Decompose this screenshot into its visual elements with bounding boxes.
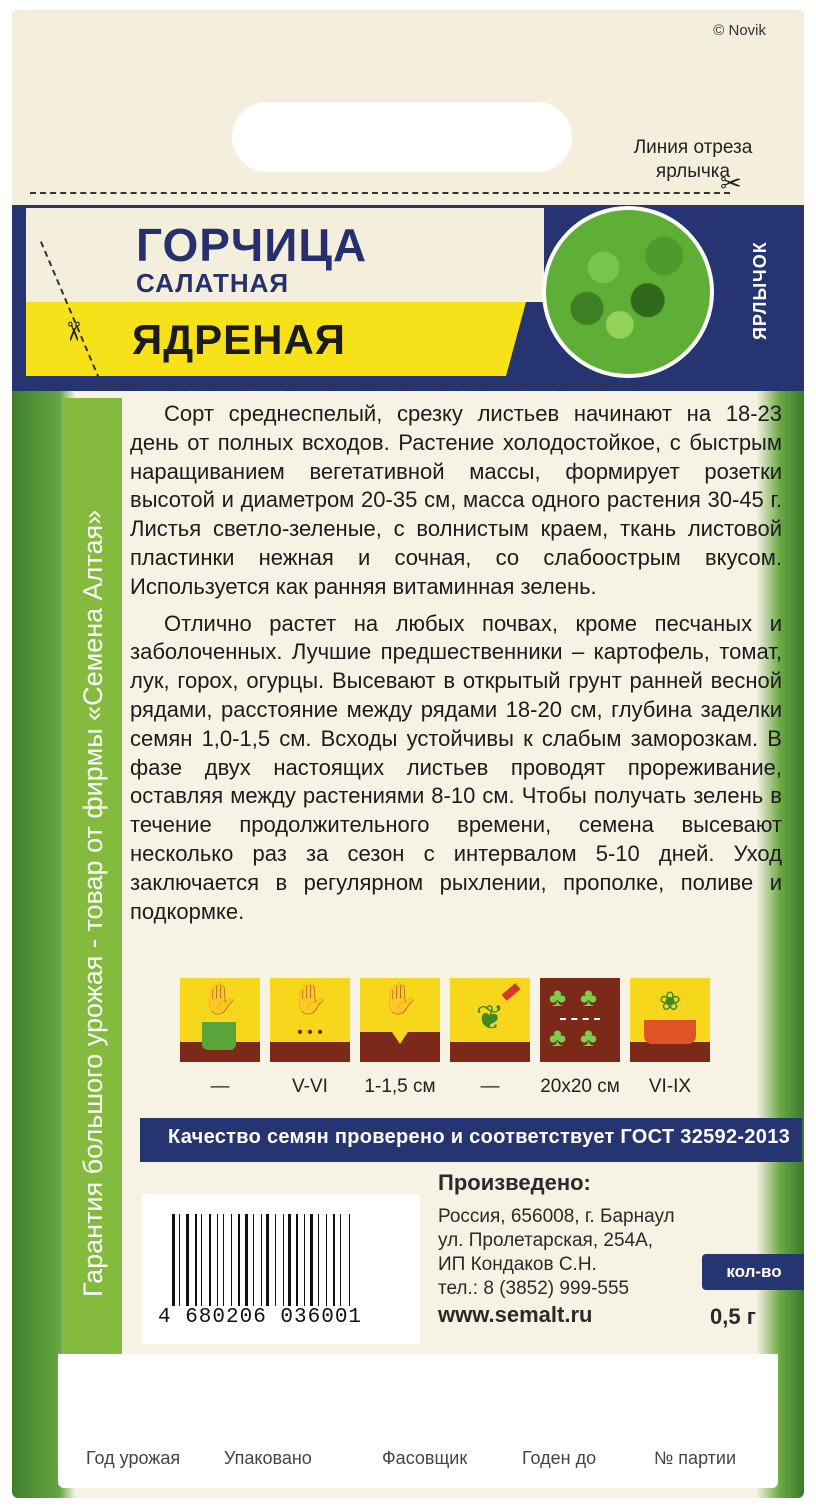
barcode-bar xyxy=(205,1214,208,1306)
icon-caption: — xyxy=(480,1076,500,1097)
field-packer: Фасовщик xyxy=(382,1448,468,1468)
barcode-bar xyxy=(272,1214,274,1306)
barcode-bar xyxy=(227,1214,230,1306)
barcode-bar xyxy=(234,1214,235,1306)
mustard-photo xyxy=(542,206,714,378)
barcode-bar xyxy=(283,1214,284,1306)
copyright: © Novik xyxy=(713,22,766,39)
barcode-bar xyxy=(261,1214,262,1306)
barcode-bar xyxy=(285,1214,286,1306)
harvest-basket-icon: ❀ xyxy=(630,978,710,1062)
producer-line: Россия, 656008, г. Барнаул xyxy=(438,1206,675,1227)
barcode-bar xyxy=(253,1214,254,1306)
tab-label: ЯРЛЫЧОК xyxy=(750,241,770,340)
barcode-bar xyxy=(266,1214,269,1306)
barcode-bar xyxy=(172,1214,175,1306)
barcode-bar xyxy=(195,1214,197,1306)
icon-caption: 1-1,5 см xyxy=(364,1076,436,1097)
producer-line: тел.: 8 (3852) 999-555 xyxy=(438,1278,630,1299)
producer-line: ул. Пролетарская, 254А, xyxy=(438,1230,654,1251)
icon-caption: — xyxy=(210,1076,230,1097)
producer-title: Произведено: xyxy=(438,1170,591,1195)
barcode-bar xyxy=(186,1214,189,1306)
barcode-bar xyxy=(278,1214,280,1306)
field-batch-number: № партии xyxy=(654,1448,737,1468)
barcode-bar xyxy=(219,1214,221,1306)
cut-line-label: Линия отреза ярлычка xyxy=(633,137,753,182)
barcode-bar xyxy=(321,1214,323,1306)
quantity-label: кол-во xyxy=(702,1254,804,1290)
field-best-before: Годен до xyxy=(522,1448,597,1468)
description xyxy=(130,400,782,926)
barcode-bar xyxy=(351,1214,353,1306)
barcode-bar xyxy=(340,1214,341,1306)
hang-hole xyxy=(232,102,572,172)
barcode-bar xyxy=(179,1214,180,1306)
barcode-bar xyxy=(296,1214,298,1306)
barcode-bar xyxy=(333,1214,335,1306)
barcode-bar xyxy=(213,1214,214,1306)
barcode-bar xyxy=(349,1214,350,1306)
cut-line-bottom xyxy=(108,384,638,386)
barcode-bar xyxy=(241,1214,243,1306)
barcode-bar xyxy=(251,1214,252,1306)
field-harvest-year: Год урожая xyxy=(86,1448,181,1468)
barcode-bar xyxy=(201,1214,202,1306)
producer-line: ИП Кондаков С.Н. xyxy=(438,1254,597,1275)
barcode-bar xyxy=(217,1214,218,1306)
barcode-bar xyxy=(176,1214,177,1306)
barcode-bar xyxy=(223,1214,224,1306)
product-subtitle: САЛАТНАЯ xyxy=(136,268,290,298)
barcode-bar xyxy=(238,1214,240,1306)
sowing-depth-icon: ✋ xyxy=(360,978,440,1062)
field-packed: Упаковано xyxy=(224,1448,312,1468)
seed-packet xyxy=(12,10,804,1498)
sowing-seeds-icon: ✋ • • • xyxy=(270,978,350,1062)
barcode-bar xyxy=(316,1214,317,1306)
barcode-bar xyxy=(300,1214,301,1306)
guarantee-text: Гарантия большого урожая - товар от фирмы «Семена Алтая» xyxy=(78,509,108,1297)
sowing-in-pot-icon: ✋ xyxy=(180,978,260,1062)
icon-caption: VI-IX xyxy=(648,1076,692,1097)
seedling-planting-icon: ❦ xyxy=(450,978,530,1062)
barcode-bar xyxy=(328,1214,331,1306)
barcode-bar xyxy=(231,1214,232,1306)
barcode xyxy=(172,1214,408,1306)
barcode-bar xyxy=(343,1214,346,1306)
barcode-bar xyxy=(310,1214,313,1306)
barcode-bar xyxy=(338,1214,339,1306)
gost-text: Качество семян проверено и соответствует ГОСТ 32592-2013 xyxy=(168,1126,791,1148)
barcode-bar xyxy=(209,1214,211,1306)
barcode-bar xyxy=(318,1214,319,1306)
barcode-bar xyxy=(191,1214,192,1306)
website-link[interactable]: www.semalt.ru xyxy=(438,1302,593,1327)
planting-scheme-icon: ♣♣ ♣♣ xyxy=(540,978,620,1062)
barcode-bar xyxy=(326,1214,327,1306)
description-paragraph: Сорт среднеспелый, срезку листьев начинают на 18-23 день от полных всходов. Растение холодостойкое, с быстрым наращиванием вегетативной массы, формирует розетки высотой и диаметром 20-35 см, масса одного растения 30-45 г. Листья светло-зеленые, с волнистым краем, ткань листовой пластинки нежная и сочная, со слабоострым вкусом. Используется как ранняя витаминная зелень. xyxy=(130,401,782,599)
variety-name: ЯДРЕНАЯ xyxy=(132,316,346,363)
barcode-bar xyxy=(198,1214,199,1306)
barcode-bar xyxy=(245,1214,248,1306)
scissors-icon: ✂ xyxy=(720,168,742,198)
barcode-bar xyxy=(263,1214,264,1306)
cut-line-top xyxy=(30,192,730,194)
description-paragraph: Отлично растет на любых почвах, кроме песчаных и заболоченных. Лучшие предшественники – картофель, томат, лук, горох, огурцы. Высевают в открытый грунт ранней весной рядами, расстояние между рядами 18-20 см, глубина заделки семян 1,0-1,5 см. Всходы устойчивы к слабым заморозкам. В фазе двух настоящих листьев проводят прореживание, оставляя между растениями 8-10 см. Чтобы получать зелень в течение продолжительного времени, семена высевают несколько раз за сезон с интервалом 5-10 дней. Уход заключается в регулярном рыхлении, прополке, поливе и подкормке. xyxy=(130,610,782,924)
barcode-bar xyxy=(288,1214,291,1306)
scissors-icon: ✂ xyxy=(58,320,89,343)
barcode-bar xyxy=(183,1214,185,1306)
quantity-value: 0,5 г xyxy=(710,1304,756,1329)
icon-caption: 20x20 см xyxy=(540,1076,620,1097)
icon-caption: V-VI xyxy=(292,1076,328,1097)
barcode-bar xyxy=(275,1214,276,1306)
barcode-bar xyxy=(306,1214,308,1306)
product-title: ГОРЧИЦА xyxy=(136,219,368,271)
barcode-bar xyxy=(304,1214,305,1306)
barcode-bar xyxy=(294,1214,295,1306)
barcode-bar xyxy=(256,1214,258,1306)
barcode-digits: 4 680206 036001 xyxy=(158,1306,363,1329)
